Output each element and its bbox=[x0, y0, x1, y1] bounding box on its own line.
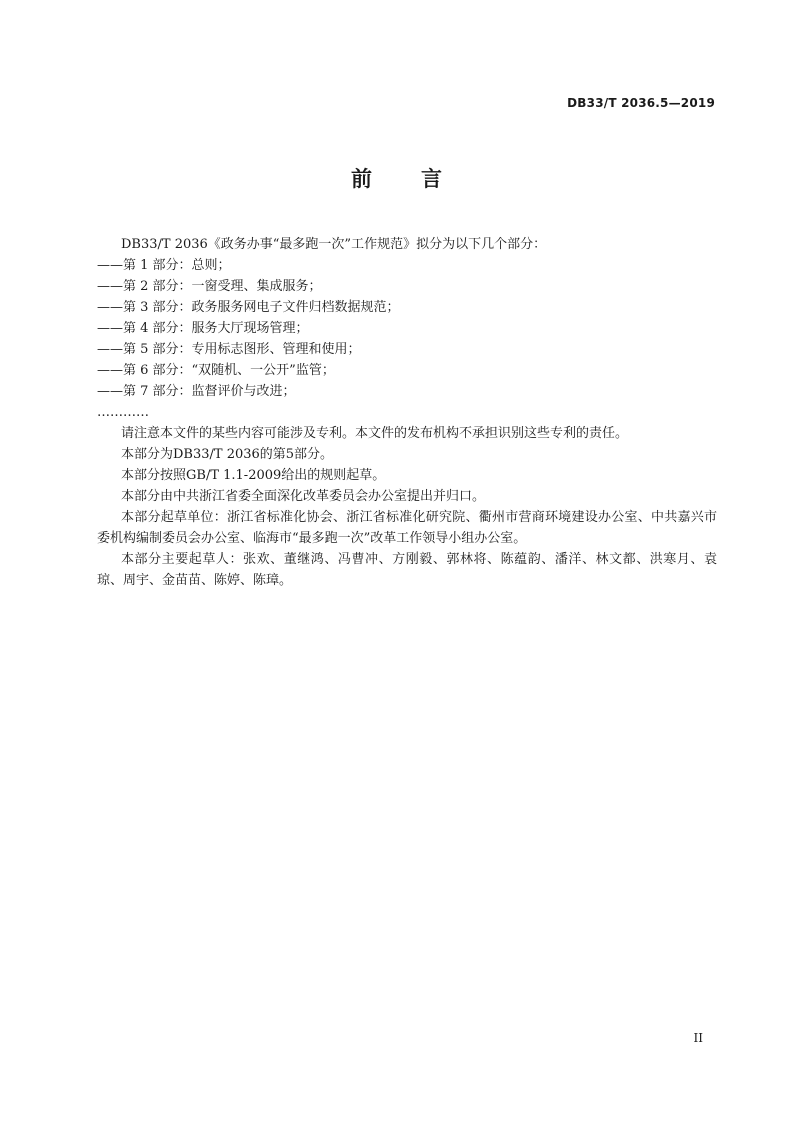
page-title: 前 言 bbox=[351, 167, 456, 191]
part-list-item: ——第 1 部分：总则； bbox=[97, 258, 231, 273]
document-body bbox=[97, 234, 717, 591]
drafters: 本部分主要起草人：张欢、董继鸿、冯曹冲、方刚毅、郭林将、陈蕴韵、潘洋、林文都、洪寒月、袁琼、周宇、金苗苗、陈婷、陈璋。 bbox=[97, 552, 717, 588]
ellipsis: ………… bbox=[97, 405, 149, 420]
part-list-item: ——第 4 部分：服务大厅现场管理； bbox=[97, 321, 309, 336]
part-list-item: ——第 3 部分：政务服务网电子文件归档数据规范； bbox=[97, 300, 400, 315]
drafting-units: 本部分起草单位：浙江省标准化协会、浙江省标准化研究院、衢州市营商环境建设办公室、中共嘉兴市委机构编制委员会办公室、临海市“最多跑一次”改革工作领导小组办公室。 bbox=[97, 510, 717, 546]
part-list-item: ——第 5 部分：专用标志图形、管理和使用； bbox=[97, 342, 361, 357]
part-list-item: ——第 2 部分：一窗受理、集成服务； bbox=[97, 279, 322, 294]
standard-code: DB33/T 2036.5—2019 bbox=[567, 96, 715, 110]
proposer: 本部分由中共浙江省委全面深化改革委员会办公室提出并归口。 bbox=[121, 489, 486, 504]
part-statement: 本部分为DB33/T 2036的第5部分。 bbox=[121, 447, 334, 462]
page-number: II bbox=[693, 1031, 703, 1045]
part-list-item: ——第 6 部分：“双随机、一公开”监管； bbox=[97, 363, 335, 378]
intro-line: DB33/T 2036《政务办事“最多跑一次”工作规范》拟分为以下几个部分： bbox=[121, 237, 547, 252]
part-list-item: ——第 7 部分：监督评价与改进； bbox=[97, 384, 296, 399]
patent-notice: 请注意本文件的某些内容可能涉及专利。本文件的发布机构不承担识别这些专利的责任。 bbox=[121, 426, 629, 441]
drafting-rules: 本部分按照GB/T 1.1-2009给出的规则起草。 bbox=[121, 468, 386, 483]
